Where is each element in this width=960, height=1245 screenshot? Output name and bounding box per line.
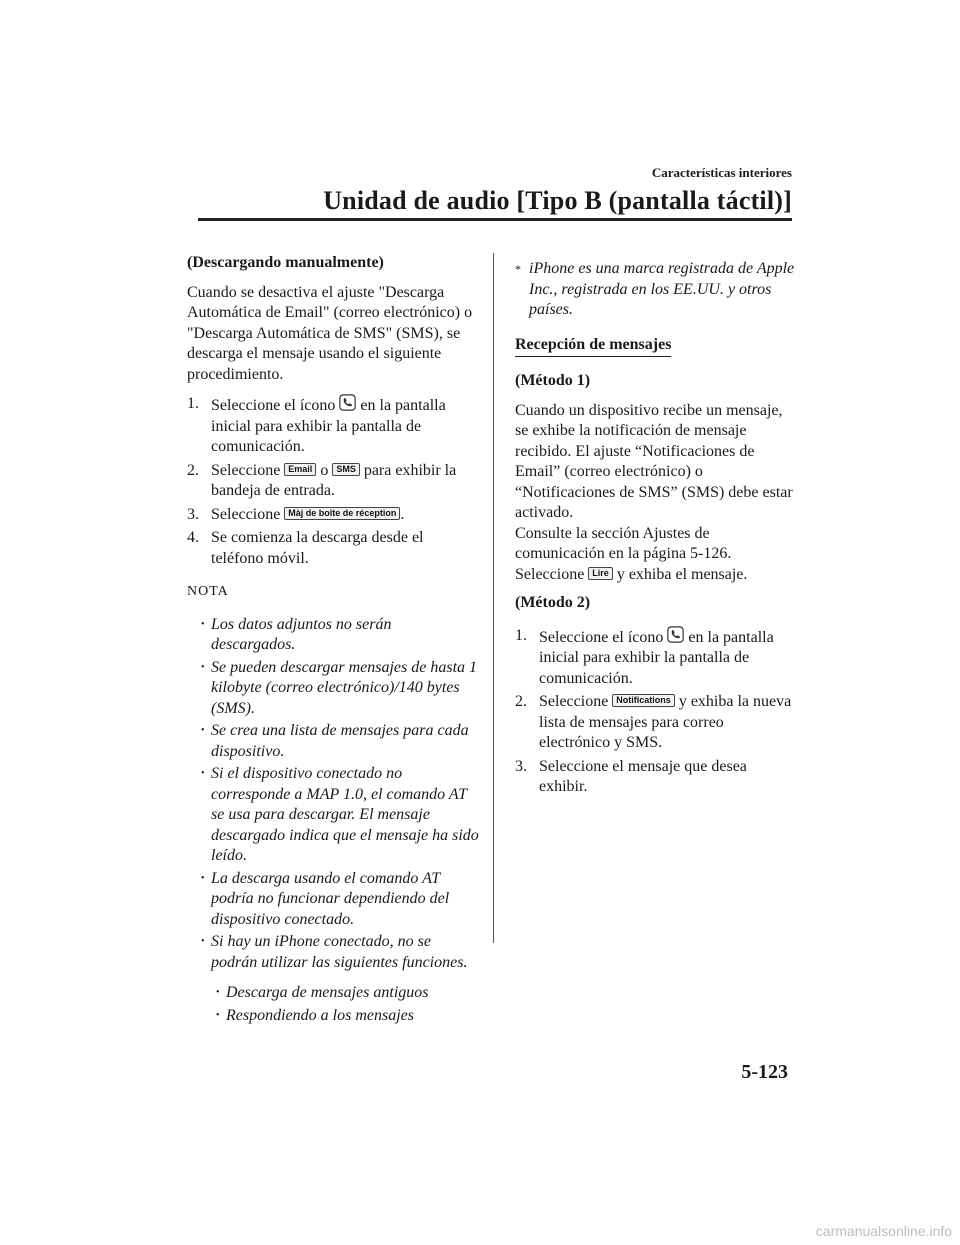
download-steps bbox=[187, 394, 479, 569]
section-kicker: Características interiores bbox=[651, 165, 792, 180]
method1-title: (Método 1) bbox=[515, 372, 591, 389]
page-number: 5-123 bbox=[741, 1061, 788, 1083]
header-rule bbox=[198, 218, 792, 221]
asterisk-mark: * bbox=[515, 262, 521, 276]
method1-paragraph: Cuando un dispositivo recibe un mensaje, se exhibe la notificación de mensaje recibido. El ajuste “Notificaciones de Email” (correo electrónico) o “Notificaciones de SMS” (SMS) debe estar activado. Consulte la sección Ajustes de comunicación en la página 5-126. Seleccione Lire y exhiba el mensaje. bbox=[515, 401, 793, 583]
sub-note-list bbox=[187, 983, 479, 1026]
step-item: 2. Seleccione Notifications y exhiba la nueva lista de mensajes para correo electrónico y SMS. bbox=[515, 693, 792, 751]
section-title-receiving: Recepción de mensajes bbox=[515, 335, 671, 358]
sub-note-item: • Respondiendo a los mensajes bbox=[187, 1006, 479, 1027]
method2-title: (Método 2) bbox=[515, 594, 591, 611]
intro-paragraph: Cuando se desactiva el ajuste "Descarga Automática de Email" (correo electrónico) o "Descarga Automática de SMS" (SMS), se descarga el mensaje usando el siguiente procedimiento. bbox=[187, 283, 473, 383]
step-item: 4. Se comienza la descarga desde el teléfono móvil. bbox=[187, 529, 424, 567]
phone-icon bbox=[667, 626, 684, 643]
email-button[interactable]: Email bbox=[284, 463, 316, 476]
sub-note-item: • Descarga de mensajes antiguos bbox=[187, 983, 479, 1004]
notifications-button[interactable]: Notifications bbox=[612, 694, 675, 707]
note-list bbox=[187, 615, 479, 974]
trademark-note: * iPhone es una marca registrada de Apple Inc., registrada en los EE.UU. y otros países. bbox=[515, 260, 795, 318]
sms-button[interactable]: SMS bbox=[332, 463, 360, 476]
note-item: • Se crea una lista de mensajes para cada dispositivo. bbox=[187, 721, 479, 762]
left-column bbox=[187, 253, 479, 1028]
phone-icon bbox=[339, 394, 356, 411]
read-button[interactable]: Lire bbox=[588, 567, 613, 580]
step-item: 1. Seleccione el ícono en la pantalla inicial para exhibir la pantalla de comunicación. bbox=[515, 626, 774, 687]
page-heading: Unidad de audio [Tipo B (pantalla táctil)] bbox=[323, 186, 792, 215]
note-item: • Los datos adjuntos no serán descargados. bbox=[187, 615, 479, 656]
column-divider bbox=[493, 253, 494, 943]
note-item: • Si el dispositivo conectado no corresponde a MAP 1.0, el comando AT se usa para descargar. El mensaje descargado indica que el mensaje ha sido leído. bbox=[187, 764, 479, 867]
update-inbox-button[interactable]: Màj de boîte de réception bbox=[284, 507, 400, 520]
note-label: NOTA bbox=[187, 584, 229, 599]
note-item: • Se pueden descargar mensajes de hasta 1 kilobyte (correo electrónico)/140 bytes (SMS). bbox=[187, 658, 479, 720]
watermark: carmanualsonline.info bbox=[815, 1223, 952, 1239]
note-item: • La descarga usando el comando AT podría no funcionar dependiendo del dispositivo conectado. bbox=[187, 869, 479, 931]
step-item: 3. Seleccione el mensaje que desea exhibir. bbox=[515, 757, 747, 795]
method1-reference: Consulte la sección Ajustes de comunicación en la página 5-126. bbox=[515, 524, 732, 562]
subhead-manual-download: (Descargando manualmente) bbox=[187, 254, 384, 271]
step-item: 1. Seleccione el ícono en la pantalla inicial para exhibir la pantalla de comunicación. bbox=[187, 395, 446, 455]
method2-steps bbox=[515, 626, 795, 798]
step-item: 2. Seleccione Email o SMS para exhibir la bandeja de entrada. bbox=[187, 461, 457, 499]
note-item: • Si hay un iPhone conectado, no se podrán utilizar las siguientes funciones. bbox=[187, 932, 479, 973]
step-item: 3. Seleccione Màj de boîte de réception . bbox=[187, 505, 405, 523]
right-column bbox=[515, 259, 795, 811]
